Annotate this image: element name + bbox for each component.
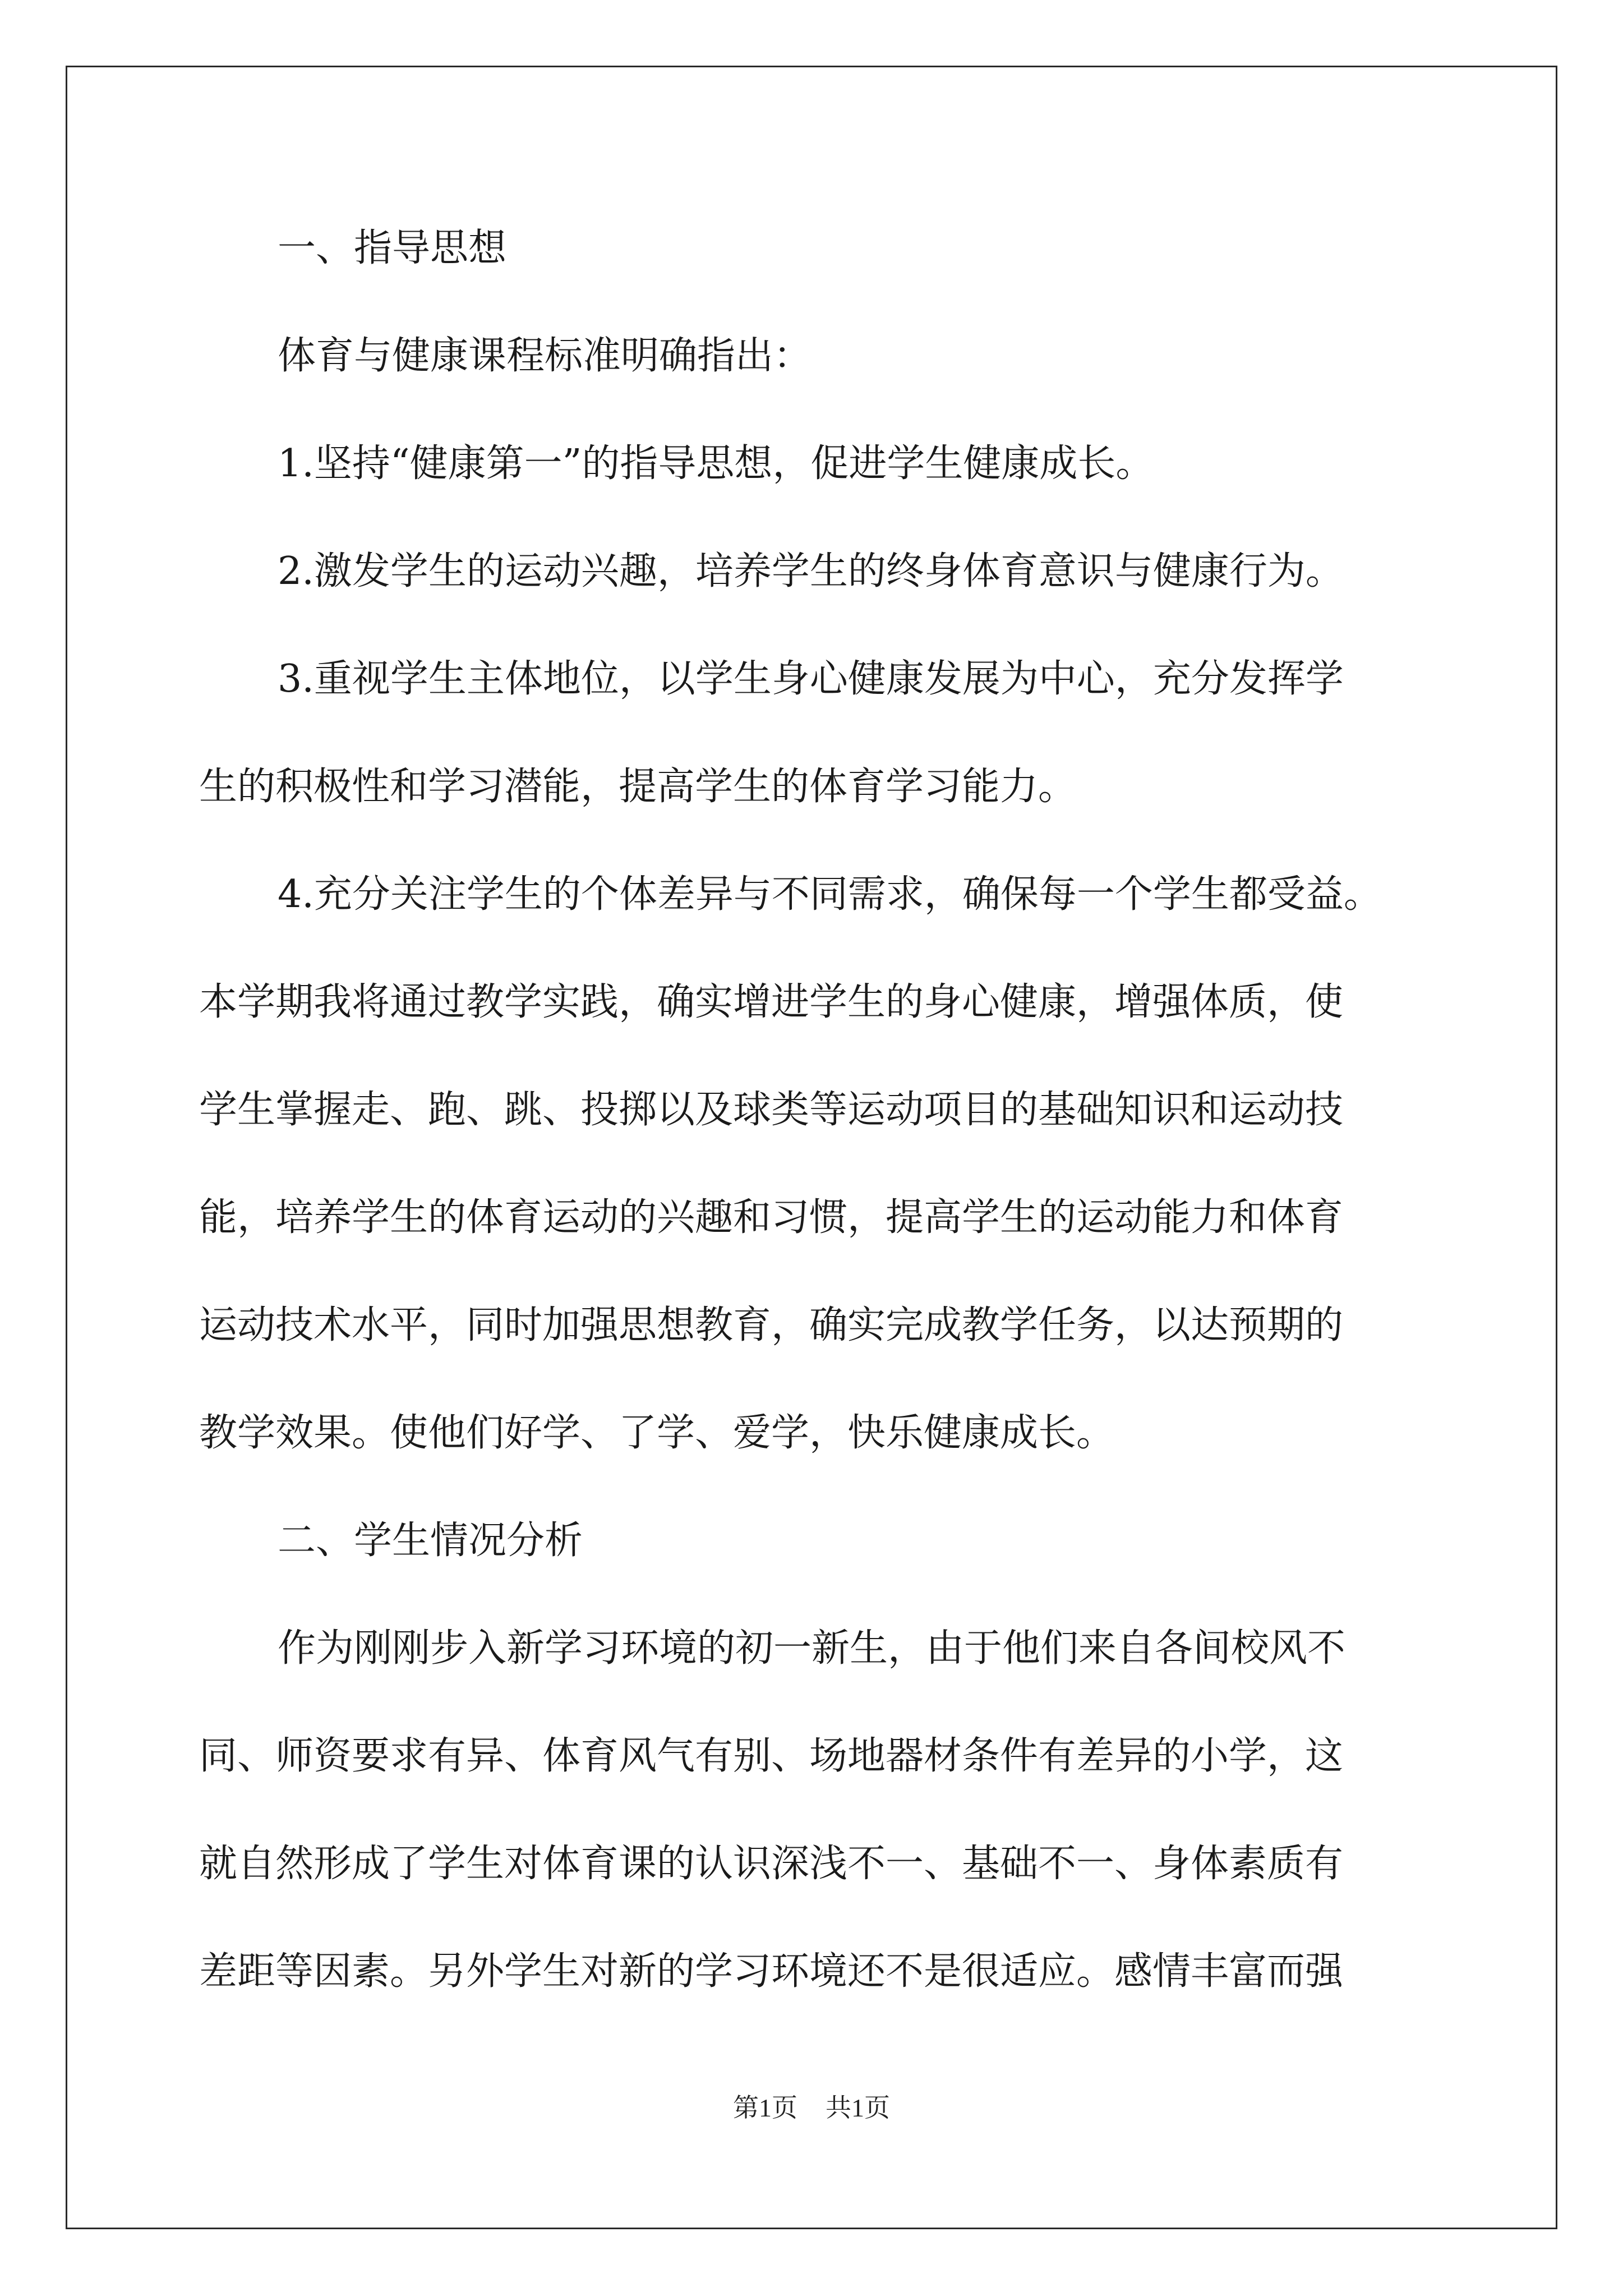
heading-student-analysis: 二、学生情况分析	[278, 1519, 583, 1563]
list-item-3-cont: 生的积极性和学习潜能，提高学生的体育学习能力。	[199, 765, 1077, 809]
paragraph-line: 能，培养学生的体育运动的兴趣和习惯，提高学生的运动能力和体育	[199, 1195, 1344, 1240]
heading-guiding-ideology: 一、指导思想	[278, 226, 507, 270]
paragraph-line: 教学效果。使他们好学、了学、爱学，快乐健康成长。	[199, 1411, 1115, 1455]
paragraph-line: 学生掌握走、跑、跳、投掷以及球类等运动项目的基础知识和运动技	[199, 1088, 1344, 1132]
paragraph-line: 运动技术水平，同时加强思想教育，确实完成教学任务，以达预期的	[199, 1303, 1344, 1347]
paragraph-line: 体育与健康课程标准明确指出：	[278, 334, 812, 378]
page-number: 第1页	[733, 2093, 797, 2122]
list-item-3: 3.重视学生主体地位，以学生身心健康发展为中心，充分发挥学	[278, 657, 1344, 701]
paragraph-line: 差距等因素。另外学生对新的学习环境还不是很适应。感情丰富而强	[199, 1949, 1344, 1994]
paragraph-line: 作为刚刚步入新学习环境的初一新生，由于他们来自各间校风不	[278, 1626, 1346, 1671]
list-item-1: 1.坚持“健康第一”的指导思想，促进学生健康成长。	[278, 441, 1154, 486]
paragraph-line: 就自然形成了学生对体育课的认识深浅不一、基础不一、身体素质有	[199, 1842, 1344, 1886]
paragraph-line: 同、师资要求有异、体育风气有别、场地器材条件有差异的小学，这	[199, 1734, 1344, 1778]
list-item-4: 4.充分关注学生的个体差异与不同需求，确保每一个学生都受益。	[278, 872, 1382, 917]
paragraph-line: 本学期我将通过教学实践，确实增进学生的身心健康，增强体质，使	[199, 980, 1344, 1024]
page-footer	[0, 2091, 1623, 2125]
page-total: 共1页	[826, 2093, 890, 2122]
document-body	[199, 215, 1427, 2046]
list-item-2: 2.激发学生的运动兴趣，培养学生的终身体育意识与健康行为。	[278, 549, 1344, 593]
